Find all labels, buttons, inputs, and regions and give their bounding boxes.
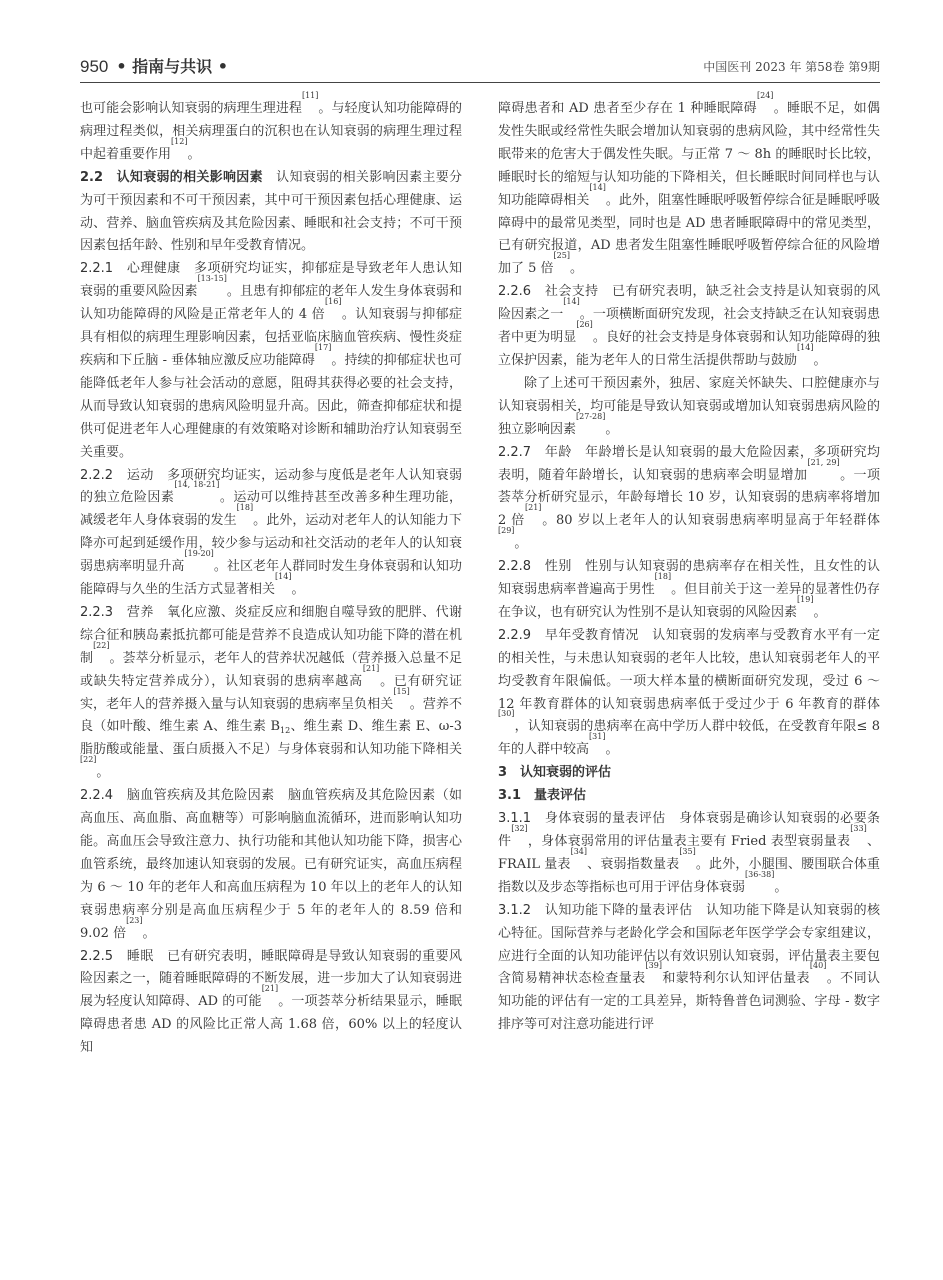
body-text: 和蒙特利尔认知评估量表 <box>661 971 810 987</box>
body-text: 。 <box>187 146 201 162</box>
paragraph <box>80 946 462 1061</box>
citation: [19] <box>797 594 814 604</box>
header-left <box>80 54 228 80</box>
paragraph <box>80 465 462 602</box>
citation: [23] <box>126 915 143 925</box>
paragraph <box>498 373 880 442</box>
citation: [17] <box>314 342 332 352</box>
citation: [18] <box>236 503 254 513</box>
citation: [22] <box>93 640 110 650</box>
citation: [14, 18-21] <box>174 480 220 490</box>
citation: [14] <box>589 182 606 192</box>
body-text: 多项研究均证实，抑郁症是导致老年人患认知衰弱的重要风险因素 <box>80 261 462 300</box>
citation: [40] <box>809 961 827 971</box>
body-text: 、FRAIL 量表 <box>498 834 880 872</box>
body-text: 也可能会影响认知衰弱的病理生理进程 <box>80 101 302 116</box>
citation: [36-38] <box>745 869 775 879</box>
citation: [34] <box>570 846 588 856</box>
paragraph <box>498 808 880 900</box>
body-text: 。 <box>813 352 827 368</box>
paragraph <box>80 258 462 464</box>
citation: [35] <box>679 846 696 856</box>
citation: [26] <box>576 320 593 330</box>
body-text: 年龄增长是认知衰弱的最大危险因素，多项研究均表明，随着年龄增长，认知衰弱的患病率会明显增加 <box>498 444 880 483</box>
citation: [21] <box>524 503 542 513</box>
body-text: 除了上述可干预因素外，独居、家庭关怀缺失、口腔健康亦与认知衰弱相关，均可能是导致认知衰弱或增加认知衰弱患病风险的独立影响因素 <box>498 375 880 437</box>
citation: [25] <box>553 251 570 261</box>
citation: [24] <box>757 91 774 100</box>
paragraph <box>498 625 880 762</box>
subsubsection-heading: 2.2.8 性别 <box>498 559 572 575</box>
citation: [14] <box>797 342 814 352</box>
citation: [14] <box>275 572 292 582</box>
body-text: 。 <box>514 536 528 552</box>
section-heading: 3.1 量表评估 <box>498 788 587 804</box>
body-text: 认知衰弱的发病率与受教育水平有一定的相关性，与未患认知衰弱的老年人比较，患认知衰弱老年人的平均受教育年限偏低。一项大样本量的横断面研究发现，受过 6 ～ 12 年教育群体的认知衰弱患病率低于受过少于 6 年教育的群体 <box>498 627 880 712</box>
body-text: 。但目前关于这一差异的显著性仍存在争议，也有研究认为性别不是认知衰弱的风险因素 <box>498 582 880 620</box>
body-text: 。良好的社会支持是身体衰弱和认知功能障碍的独立保护因素，能为老年人的日常生活提供帮助与鼓励 <box>498 330 880 368</box>
page-header <box>80 54 880 80</box>
subsubsection-heading: 2.2.4 脑血管疾病及其危险因素 <box>80 788 275 804</box>
citation: [16] <box>325 297 342 307</box>
subsubsection-heading: 2.2.5 睡眠 <box>80 948 154 964</box>
page-number: 950 <box>80 57 109 76</box>
body-text: 。社区老年人群同时发生身体衰弱和认知功能障碍与久坐的生活方式显著相关 <box>80 559 462 598</box>
body-text: 。一项横断面研究发现，社会支持缺乏在认知衰弱患者中更为明显 <box>498 307 880 346</box>
header-rule <box>80 82 880 83</box>
body-text: 。此外，小腿围、腰围联合体重指数以及步态等指标也可用于评估身体衰弱 <box>498 856 880 895</box>
body-text: 。一项荟萃分析结果显示，睡眠障碍患者患 AD 的风险比正常人高 1.68 倍，60% 以上的轻度认知 <box>80 994 462 1056</box>
body-text: 。 <box>96 765 110 781</box>
paragraph <box>80 785 462 945</box>
citation: [29] <box>498 526 515 536</box>
paragraph <box>498 91 880 281</box>
citation: [30] <box>498 709 515 719</box>
body-text: 。80 岁以上老年人的认知衰弱患病率明显高于年轻群体 <box>541 513 880 529</box>
left-column <box>80 91 462 1060</box>
body-text: 。运动可以维持甚至改善多种生理功能，减缓老年人身体衰弱的发生 <box>80 490 462 529</box>
citation: [33] <box>850 824 867 833</box>
body-text: 。睡眠不足，如偶发性失眠或经常性失眠会增加认知衰弱的患病风险，其中经常性失眠带来的危害大于偶发性失眠。与正常 7 ～ 8h 的睡眠时长比较，睡眠时长的缩短与认知功能的下降相关，但长睡眠时间同样也与认知功能障碍相关 <box>498 101 880 208</box>
right-column <box>498 91 880 1037</box>
body-text: 。 <box>813 604 827 620</box>
citation: [12] <box>171 136 188 146</box>
body-text: 。持续的抑郁症状也可能降低老年人参与社会活动的意愿，阻碍其获得必要的社会支持，从而导致认知衰弱的患病风险明显升高。因此，筛查抑郁症状和提供可促进老年人心理健康的有效策略对诊断和辅助治疗认知衰弱至关重要。 <box>80 352 462 460</box>
body-text: 已有研究表明，缺乏社会支持是认知衰弱的风险因素之一 <box>498 284 880 323</box>
paragraph <box>80 167 462 259</box>
body-text: 。 <box>774 879 788 895</box>
body-text: 多项研究均证实，运动参与度低是老年人认知衰弱的独立危险因素 <box>80 467 462 506</box>
body-text: 。且患有抑郁症的老年人发生身体衰弱和认知功能障碍的风险是正常老年人的 4 倍 <box>80 284 462 323</box>
subsubsection-heading: 2.2.9 早年受教育情况 <box>498 627 639 643</box>
citation: [21, 29] <box>807 457 840 467</box>
body-text: 。此外，运动对老年人的认知能力下降亦可起到延缓作用，较少参与运动和社交活动的老年人的认知衰弱患病率明显升高 <box>80 513 462 575</box>
body-text: 氧化应激、炎症反应和细胞自噬导致的肥胖、代谢综合征和胰岛素抵抗都可能是营养不良造成认知功能下降的潜在机制 <box>80 604 462 666</box>
body-text: 身体衰弱是确诊认知衰弱的必要条件 <box>498 811 880 849</box>
citation: [15] <box>393 686 410 696</box>
paragraph <box>498 556 880 625</box>
body-text: 。认知衰弱与抑郁症具有相似的病理生理影响因素，包括亚临床脑血管疾病、慢性炎症疾病和下丘脑 - 垂体轴应激反应功能障碍 <box>80 307 462 368</box>
body-text: 。荟萃分析显示，老年人的营养状况越低（营养摄入总量不足或缺失特定营养成分），认知衰弱的患病率越高 <box>80 650 462 689</box>
paragraph <box>498 442 880 557</box>
body-text: 障碍患者和 AD 患者至少存在 1 种睡眠障碍 <box>498 101 757 116</box>
body-text: 性别与认知衰弱的患病率存在相关性，且女性的认知衰弱患病率普遍高于男性 <box>498 559 880 598</box>
section-heading: 3 认知衰弱的评估 <box>498 765 612 781</box>
subscript: 12 <box>280 726 291 736</box>
section-title: • 指南与共识 • <box>116 57 228 76</box>
body-text: 已有研究表明，睡眠障碍是导致认知衰弱的重要风险因素之一，随着睡眠障碍的不断发展，进一步加大了认知衰弱进展为轻度认知障碍、AD 的可能 <box>80 948 462 1010</box>
citation: [21] <box>261 984 279 994</box>
subsubsection-heading: 2.2.6 社会支持 <box>498 284 599 300</box>
citation: [21] <box>362 663 380 673</box>
subsubsection-heading: 3.1.2 认知功能下降的量表评估 <box>498 902 693 918</box>
body-text: 。 <box>291 582 305 598</box>
body-text: 认知功能下降是认知衰弱的核心特征。国际营养与老龄化学会和国际老年医学学会专家组建议，应进行全面的认知功能评估以有效识别认知衰弱，评估量表主要包含简易精神状态检查量表 <box>498 902 880 987</box>
body-text: 。一项荟萃分析研究显示，年龄每增长 10 岁，认知衰弱的患病率将增加 2 倍 <box>498 467 880 529</box>
body-text: 。 <box>569 261 583 277</box>
subsubsection-heading: 3.1.1 身体衰弱的量表评估 <box>498 811 666 827</box>
paragraph <box>80 602 462 785</box>
paragraph <box>80 91 462 167</box>
citation: [19-20] <box>184 549 214 559</box>
subsubsection-heading: 2.2.7 年龄 <box>498 444 572 460</box>
body-text: 、维生素 D、维生素 E、ω-3 脂肪酸或能量、蛋白质摄入不足）与身体衰弱和认知功能下降相关 <box>80 719 462 758</box>
citation: [18] <box>654 572 672 582</box>
body-text: 认知衰弱的相关影响因素主要分为可干预因素和不可干预因素，其中可干预因素包括心理健康、运动、营养、脑血管疾病及其危险因素、睡眠和社会支持；不可干预因素包括年龄、性别和早年受教育情况。 <box>80 169 462 254</box>
paragraph <box>498 900 880 1037</box>
body-text: 。 <box>605 421 619 437</box>
citation: [39] <box>645 961 662 971</box>
subsubsection-heading: 2.2.1 心理健康 <box>80 261 181 277</box>
body-text: 。此外，阻塞性睡眠呼吸暂停综合征是睡眠呼吸障碍中的最常见类型，同时也是 AD 患者睡眠障碍中的常见类型，已有研究报道，AD 患者发生阻塞性睡眠呼吸暂停综合征的风险增加了 5 倍 <box>498 192 880 277</box>
body-text: 、衰弱指数量表 <box>587 856 680 872</box>
citation: [13-15] <box>197 274 227 284</box>
body-text: 。 <box>605 742 619 758</box>
body-text: 。与轻度认知功能障碍的病理过程类似，相关病理蛋白的沉积也在认知衰弱的病理生理过程中起着重要作用 <box>80 101 462 162</box>
body-text: ，身体衰弱常用的评估量表主要有 Fried 表型衰弱量表 <box>527 834 851 849</box>
citation: [31] <box>589 732 606 742</box>
body-text: 。已有研究证实，老年人的营养摄入量与认知衰弱的患病率呈负相关 <box>80 673 462 712</box>
citation: [11] <box>301 91 319 100</box>
journal-info: 中国医刊 2023 年 第58卷 第9期 <box>703 60 880 74</box>
body-text: 。 <box>142 925 156 941</box>
paragraph <box>498 281 880 373</box>
body-text: 。不同认知功能的评估有一定的工具差异，斯特鲁普色词测验、字母 - 数字排序等可对注意功能进行评 <box>498 971 880 1033</box>
citation: [32] <box>511 824 528 833</box>
citation: [14] <box>563 297 580 307</box>
subsubsection-heading: 2.2.2 运动 <box>80 467 154 483</box>
citation: [22] <box>80 755 97 765</box>
subsection-heading: 2.2 认知衰弱的相关影响因素 <box>80 169 263 185</box>
body-text: 脑血管疾病及其危险因素（如高血压、高血脂、高血糖等）可影响脑血流循环，进而影响认知功能。高血压会导致注意力、执行功能和其他认知功能下降，损害心血管系统，最终加速认知衰弱的发展。已有研究证实，高血压病程为 6 ～ 10 年的老年人和高血压病程为 10 年以上的老年人的认知衰弱患病率分别是高血压病程少于 5 年的老年人的 8.59 倍和 9.02 倍 <box>80 788 462 941</box>
subsubsection-heading: 2.2.3 营养 <box>80 604 154 620</box>
citation: [27-28] <box>576 411 606 421</box>
body-text: ，认知衰弱的患病率在高中学历人群中较低，在受教育年限≤ 8 年的人群中较高 <box>498 719 880 758</box>
body-text: 。营养不良（如叶酸、维生素 A、维生素 B <box>80 696 462 735</box>
